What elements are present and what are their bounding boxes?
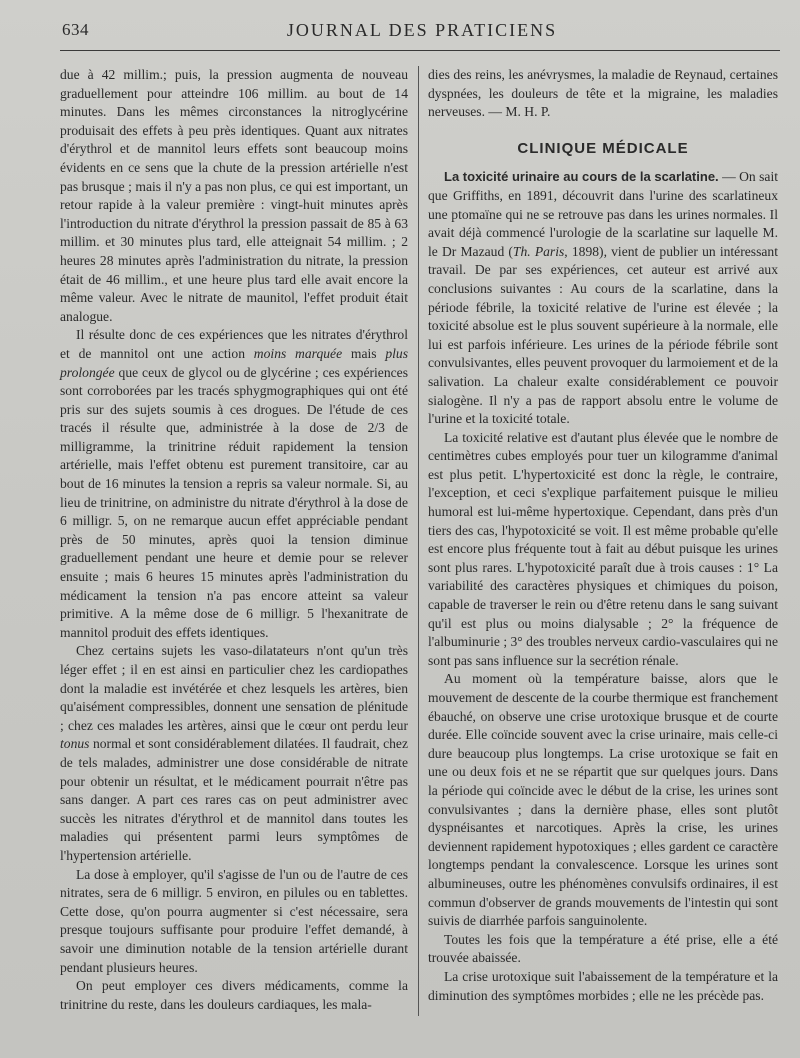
emphasis: Th. Paris — [512, 243, 565, 259]
left-column — [60, 66, 408, 1014]
paragraph: dies des reins, les anévrysmes, la maladie de Reynaud, certaines dyspnées, les douleurs de tête et la migraine, les maladies nerveuses. — M. H. P. — [428, 67, 778, 120]
paragraph: Au moment où la température baisse, alors que le mouvement de descente de la courbe thermique est franchement ébauché, on observe une crise urotoxique brusque et de courte durée. Elle coïncide souvent avec la crise urinaire, mais celle-ci dure beaucoup plus longtemps. La crise urotoxique se fait en une ou deux fois et ne se répartit que sur quelques jours. Dans la période qui coïncide avec le début de la crise, les urines sont convulsivantes ; dans la dernière phase, elles sont plutôt dyspnéisantes et narcotiques. Après la crise, les urines deviennent rapidement hypotoxiques ; elles gardent ce caractère longtemps pendant la convalescence. Lorsque les urines sont albumineuses, outre les phénomènes convulsifs ordinaires, il est commun d'observer de grands mouvements de l'intestin qui sont suivis de diarrhée parfois sanguinolente. — [428, 671, 778, 929]
text-run: mais — [342, 345, 386, 361]
paragraph: On peut employer ces divers médicaments, comme la trinitrine du reste, dans les douleurs cardiaques, les mala- — [60, 978, 408, 1012]
page-number: 634 — [62, 20, 89, 39]
text-run: Chez certains sujets les vaso-dilatateurs n'ont qu'un très léger effet ; il en est ainsi en particulier chez les cardiopathes dont la maladie est invétérée et chez lesquels les artères, bien qu'aisément compressibles, donnent une sensation de plénitude ; chez ces malades les artères, ainsi que le cœur ont perdu leur — [60, 643, 408, 733]
column-divider — [418, 66, 419, 1016]
header-rule — [60, 50, 780, 51]
right-column — [428, 66, 778, 1005]
text-run: normal et sont considérablement dilatées. Il faudrait, chez de tels malades, administrer une dose considérable de nitrate pour obtenir un résultat, et le médicament pourrait n'être pas sans danger. A part ces rares cas on peut administrer avec succès les nitrates d'érythrol et de mannitol dans toutes les maladies qui présentent parmi leurs symptômes de l'hypertension artérielle. — [60, 736, 408, 863]
section-title: CLINIQUE MÉDICALE — [517, 139, 689, 157]
paragraph: La crise urotoxique suit l'abaissement de la température et la diminution des symptômes morbides ; elle ne les précède pas. — [428, 968, 778, 1003]
text-run: Il résulte donc de ces expériences que les nitrates d'érythrol et de mannitol ont une action — [60, 327, 408, 361]
article-title: La toxicité urinaire au cours de la scarlatine. — [444, 169, 719, 185]
paragraph: due à 42 millim.; puis, la pression augmenta de nouveau graduellement pour atteindre 106 millim. au bout de 14 minutes. Dans les mêmes circonstances la nitroglycérine produisait des effets à peu près identiques. Quant aux nitrates d'érythrol et de mannitol leurs effets sont beaucoup moins évidents en ce sens que la chute de la pression artérielle n'est pas brusque ; mais il n'y a pas non plus, ce qui est important, un retour rapide à la valeur première : vingt-huit minutes après l'introduction du nitrate d'érythrol la pression passait de 85 à 63 millim. et 30 minutes plus tard, elle atteignait 54 millim. ; 2 heures 28 minutes après l'administration du nitrate, la pression était de 46 millim., et une heure plus tard elle avait encore la même valeur. Avec le nitrate de maunitol, l'effet produit était analogue. — [60, 67, 408, 324]
emphasis: tonus — [60, 736, 90, 752]
journal-title: JOURNAL DES PRATICIENS — [286, 20, 558, 40]
page-header — [62, 18, 782, 46]
paragraph — [60, 642, 408, 865]
emphasis: plus prolongée — [60, 345, 408, 380]
text-run: que ceux de glycol ou de glycérine ; ces expériences sont corroborées par les tracés sphygmographiques qui ont été pris sur des sujets soumis à ces drogues. De l'étude de ces tracés il résulte que, administrée à la dose de 2/3 de milligramme, la trinitrine réduit rapidement la tension artérielle, mais l'effet obtenu est purement transitoire, car au bout de 16 minutes la tension a repris sa valeur normale. Si, au lieu de trinitrine, on administre du nitrate d'érythrol à la dose de 6 milligr. 5, on ne remarque aucun effet appréciable pendant près de 50 minutes, après quoi la tension diminue graduellement pendant une heure et demie pour se relever ensuite ; mais 6 heures 15 minutes après l'administration du médicament la tension n'a pas encore atteint sa valeur primitive. A la même dose de 6 milligr. 5 l'hexanitrate de mannitol produit des effets identiques. — [60, 364, 408, 640]
paragraph — [428, 168, 778, 428]
emphasis: moins marquée — [253, 345, 343, 361]
paragraph — [60, 326, 408, 642]
paragraph: La toxicité relative est d'autant plus élevée que le nombre de centimètres cubes employés pour tuer un kilogramme d'animal est plus petit. L'hypertoxicité est donc la règle, le contraire, l'exception, et ceci s'explique parfaitement puisque le milieu humoral est lui-même hypertoxique. Cependant, dans près d'un tiers des cas, l'hypotoxicité se voit. Il est même probable qu'elle est encore plus fréquente tout à fait au début puisque les urines sont plus rares. L'hypotoxicité paraît due à trois causes : 1° La variabilité des caractères physiques et chimiques du poison, capable de traverser le rein ou d'être retenu dans le sang suivant qu'il est plus ou moins dialysable ; 2° la fréquence de l'albuminurie ; 3° des troubles nerveux cardio-vasculaires qui ne sont pas sans influence sur la secrétion rénale. — [428, 429, 778, 668]
text-run: — On sait que Griffiths, en 1891, découvrit dans l'urine des scarlatineux une ptomaïne qui ne se retrouve pas dans les urines normales. Il avait déjà commencé l'urologie de la scarlatine sur laquelle M. le Dr Mazaud ( — [428, 169, 778, 259]
paragraph: Toutes les fois que la température a été prise, elle a été trouvée abaissée. — [428, 931, 778, 966]
text-run: , 1898), vient de publier un intéressant travail. De par ses expériences, cet auteur est arrivé aux conclusions suivantes : Au cours de la scarlatine, dans la période fébrile, la toxicité relative de l'urine est élevée ; la toxicité absolue est le plus souvent supérieure à la normale, elle lui est parfois inférieure. Les urines de la période fébrile sont convulsivantes, elles peuvent provoquer du larmoiement et de la salivation. La chaleur exalte considérablement ce pouvoir sialogène. Il n'y a pas de rapport absolu entre le volume de l'urine et la toxicité totale. — [428, 243, 778, 427]
paragraph: La dose à employer, qu'il s'agisse de l'un ou de l'autre de ces nitrates, sera de 6 milligr. 5 environ, en pilules ou en tablettes. Cette dose, qu'on pourra augmenter si c'est nécessaire, sera presque toujours suffisante pour produire l'effet demandé, à savoir une diminution notable de la tension artérielle durant pendant plusieurs heures. — [60, 866, 408, 975]
